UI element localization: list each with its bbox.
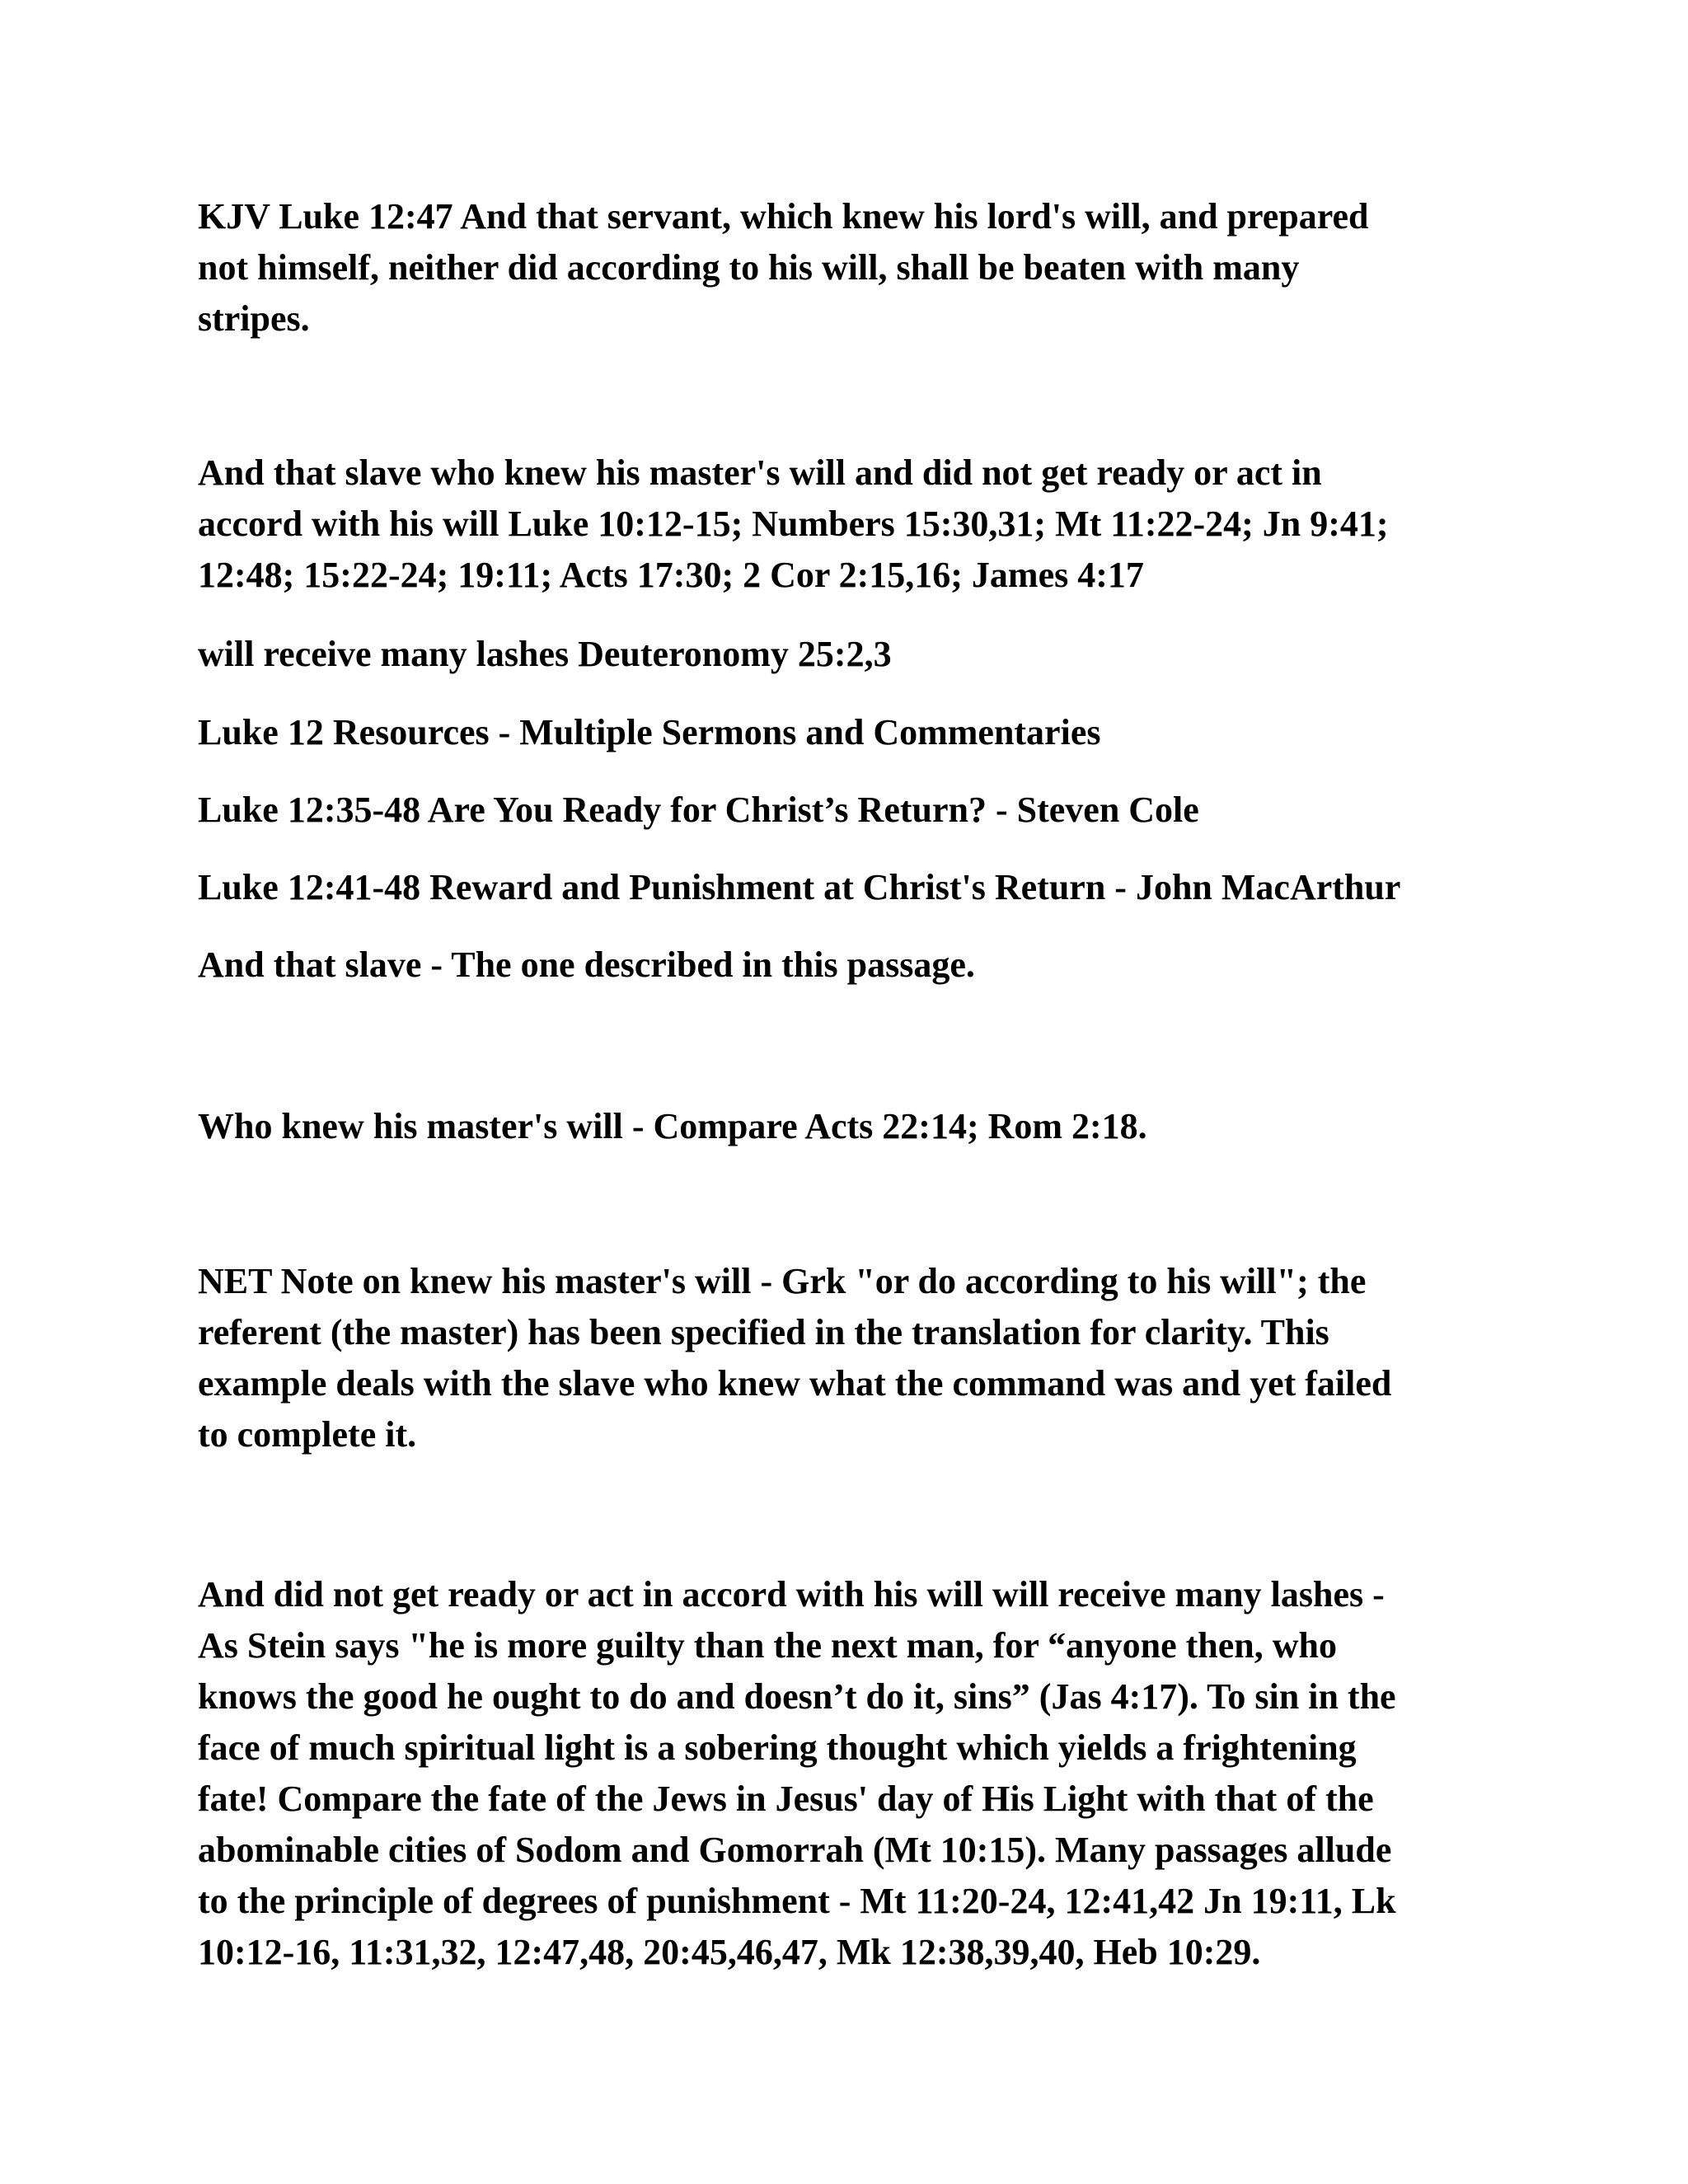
text-line: NET Note on knew his master's will - Grk "or do according to his will"; the (198, 1261, 1367, 1301)
commentary-paragraph (198, 1569, 1492, 1978)
text-line: Who knew his master's will - Compare Acts 22:14; Rom 2:18. (198, 1106, 1147, 1146)
text-line: And did not get ready or act in accord with his will will receive many lashes - (198, 1574, 1385, 1615)
text-line: As Stein says "he is more guilty than the next man, for “anyone then, who (198, 1625, 1338, 1666)
steven-cole-link[interactable] (198, 785, 1492, 836)
text-line: accord with his will Luke 10:12-15; Numbers 15:30,31; Mt 11:22-24; Jn 9:41; (198, 504, 1389, 544)
knew-will-paragraph (198, 1101, 1492, 1152)
text-line: to the principle of degrees of punishment - Mt 11:20-24, 12:41,42 Jn 19:11, Lk (198, 1881, 1396, 1921)
text-line: 10:12-16, 11:31,32, 12:47,48, 20:45,46,47, Mk 12:38,39,40, Heb 10:29. (198, 1932, 1261, 1972)
text-line: face of much spiritual light is a sobering thought which yields a frightening (198, 1727, 1357, 1768)
text-line: not himself, neither did according to his will, shall be beaten with many (198, 247, 1300, 288)
macarthur-link[interactable] (198, 862, 1492, 913)
link-text[interactable]: Luke 12:35-48 Are You Ready for Christ’s Return? - Steven Cole (198, 790, 1199, 830)
net-note-paragraph (198, 1256, 1492, 1460)
lashes-paragraph (198, 629, 1492, 680)
text-line: KJV Luke 12:47 And that servant, which knew his lord's will, and prepared (198, 196, 1369, 237)
text-line: fate! Compare the fate of the Jews in Jesus' day of His Light with that of the (198, 1779, 1374, 1819)
slave-paragraph (198, 940, 1492, 991)
text-line: knows the good he ought to do and doesn’t do it, sins” (Jas 4:17). To sin in the (198, 1676, 1396, 1717)
resources-link[interactable] (198, 707, 1492, 758)
link-text[interactable]: Luke 12 Resources - Multiple Sermons and Commentaries (198, 712, 1101, 752)
paraphrase-paragraph (198, 448, 1492, 601)
kjv-verse-paragraph (198, 191, 1492, 344)
link-text[interactable]: Luke 12:41-48 Reward and Punishment at Christ's Return - John MacArthur (198, 867, 1401, 907)
text-line: 12:48; 15:22-24; 19:11; Acts 17:30; 2 Cor 2:15,16; James 4:17 (198, 555, 1144, 595)
text-line: example deals with the slave who knew what the command was and yet failed (198, 1363, 1392, 1404)
text-line: abominable cities of Sodom and Gomorrah (Mt 10:15). Many passages allude (198, 1830, 1392, 1870)
text-line: stripes. (198, 298, 310, 339)
text-line: to complete it. (198, 1414, 417, 1455)
text-line: will receive many lashes Deuteronomy 25:2,3 (198, 634, 892, 674)
text-line: referent (the master) has been specified in the translation for clarity. This (198, 1312, 1329, 1352)
text-line: And that slave - The one described in this passage. (198, 944, 975, 985)
text-line: And that slave who knew his master's will and did not get ready or act in (198, 452, 1322, 493)
